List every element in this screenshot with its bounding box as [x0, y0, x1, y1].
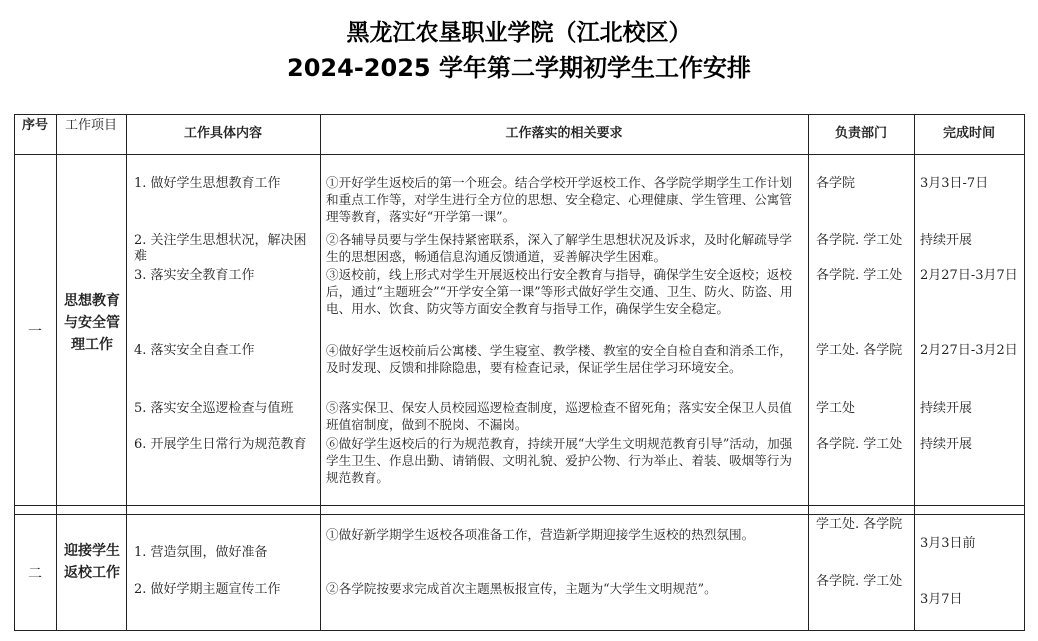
department-item: 学工处. 各学院 — [816, 517, 903, 532]
department-item: 各学院. 学工处 — [816, 574, 903, 589]
section-seq: 二 — [28, 566, 42, 582]
time-item: 2月27日-3月2日 — [920, 343, 1018, 358]
time-item: 3月7日 — [920, 592, 963, 607]
requirement-item: ②各辅导员要与学生保持紧密联系，深入了解学生思想状况及诉求，及时化解疏导学生的思想困惑，畅通信息沟通反馈通道，妥善解决学生困难。 — [326, 232, 792, 264]
header-seq: 序号 — [21, 118, 48, 133]
time-item: 2月27日-3月7日 — [920, 268, 1018, 283]
department-item: 各学院. 学工处 — [816, 233, 903, 248]
requirement-item: ⑥做好学生返校后的行为规范教育，持续开展“大学生文明规范教育引导”活动，加强学生卫生、作息出勤、请销假、文明礼貌、爱护公物、行为举止、着装、吸烟等行为规范教育。 — [326, 436, 793, 485]
content-item: 1. 营造氛围，做好准备 — [134, 545, 268, 560]
time-item: 3月3日-7日 — [920, 176, 989, 191]
content-item: 6. 开展学生日常行为规范教育 — [134, 437, 307, 452]
content-item: 4. 落实安全自查工作 — [134, 343, 255, 358]
department-item: 各学院. 学工处 — [816, 268, 903, 283]
requirement-item: ③返校前，线上形式对学生开展返校出行安全教育与指导，确保学生安全返校；返校后，通过“主题班会”“开学安全第一课”等形式做好学生交通、卫生、防火、防盗、用电、用水、饮食、防灾等方面安全教育与指导工作，确保学生安全稳定。 — [326, 267, 793, 316]
department-item: 各学院 — [816, 176, 856, 191]
time-item: 持续开展 — [920, 437, 973, 452]
content-item: 1. 做好学生思想教育工作 — [134, 176, 281, 191]
content-item: 2. 做好学期主题宣传工作 — [134, 582, 281, 597]
header-department: 负责部门 — [834, 126, 887, 141]
requirement-item: ①开好学生返校后的第一个班会。结合学校开学返校工作、各学院学期学生工作计划和重点工作等，对学生进行全方位的思想、安全稳定、心理健康、学生管理、公寓管理等教育，落实好“开学第一课”。 — [326, 175, 792, 224]
department-item: 学工处. 各学院 — [816, 343, 903, 358]
content-item: 3. 落实安全教育工作 — [134, 268, 255, 283]
header-requirements: 工作落实的相关要求 — [505, 126, 623, 141]
header-content: 工作具体内容 — [183, 126, 262, 141]
department-item: 各学院. 学工处 — [816, 437, 903, 452]
content-item: 2. 关注学生思想状况，解决困难 — [134, 233, 307, 264]
content-item: 5. 落实安全巡逻检查与值班 — [134, 401, 294, 416]
department-item: 学工处 — [816, 401, 856, 416]
requirement-item: ①做好新学期学生返校各项准备工作，营造新学期迎接学生返校的热烈氛围。 — [326, 527, 755, 542]
time-item: 3月3日前 — [920, 536, 976, 551]
requirement-item: ④做好学生返校前后公寓楼、学生寝室、教学楼、教室的安全自检自查和消杀工作，及时发现、反馈和排除隐患，要有检查记录，保证学生居住学习环境安全。 — [326, 343, 792, 375]
requirement-item: ⑤落实保卫、保安人员校园巡逻检查制度，巡逻检查不留死角；落实安全保卫人员值班值宿制度，做到不脱岗、不漏岗。 — [326, 400, 792, 432]
document-title: 黑龙江农垦职业学院（江北校区） — [346, 20, 692, 46]
document-subtitle: 2024-2025 学年第二学期初学生工作安排 — [287, 54, 751, 82]
time-item: 持续开展 — [920, 401, 973, 416]
header-time: 完成时间 — [942, 126, 995, 141]
header-project: 工作项目 — [64, 118, 117, 133]
time-item: 持续开展 — [920, 233, 973, 248]
section-project: 迎接学生返校工作 — [64, 543, 120, 581]
requirement-item: ②各学院按要求完成首次主题黑板报宣传，主题为“大学生文明规范”。 — [326, 581, 717, 596]
section-seq: 一 — [28, 324, 42, 340]
section-project: 思想教育与安全管理工作 — [64, 293, 120, 353]
